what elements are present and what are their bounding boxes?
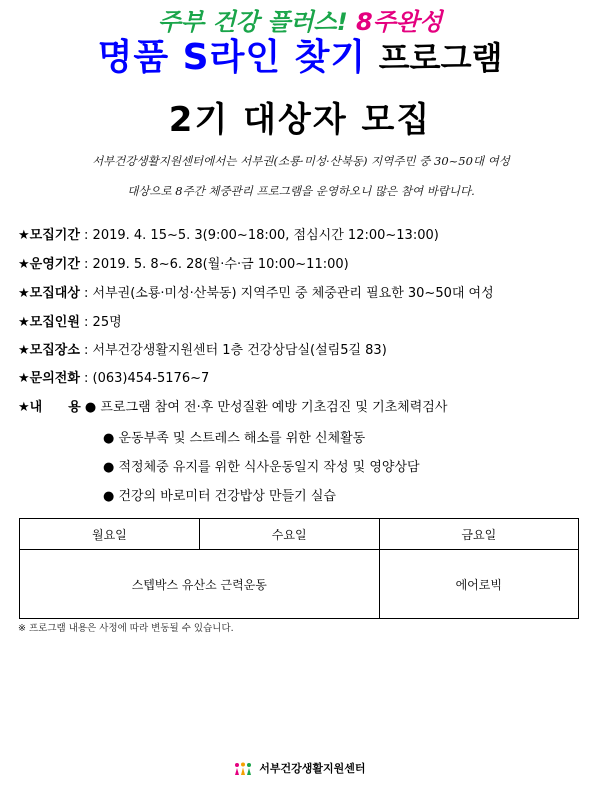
content-item: 프로그램 참여 전·후 만성질환 예방 기초검진 및 기초체력검사	[100, 400, 448, 415]
info-period: ★모집기간 : 2019. 4. 15~5. 3(9:00~18:00, 점심시간 12:00~13:00)	[18, 228, 439, 243]
content-item-row	[103, 485, 336, 504]
intro-line-1: 서부건강생활지원센터에서는 서부권(소룡·미성·산북동) 지역주민 중 30~50대 여성	[92, 154, 510, 168]
info-value: 서부권(소룡·미성·산북동) 지역주민 중 체중관리 필요한 30~50대 여성	[92, 286, 494, 301]
content-label: ★내 용	[18, 400, 81, 415]
content-item-row	[103, 456, 420, 475]
header-wednesday: 수요일	[199, 519, 379, 550]
info-value: (063)454-5176~7	[92, 371, 210, 386]
bullet-icon: ●	[103, 460, 115, 475]
info-value: 25명	[92, 315, 122, 330]
title-black: 프로그램	[378, 39, 503, 77]
info-label: ★모집인원	[18, 315, 80, 330]
cell-friday: 에어로빅	[379, 550, 578, 619]
note-text: ※ 프로그램 내용은 사정에 따라 변동될 수 있습니다.	[18, 623, 234, 634]
bullet-icon: ●	[103, 431, 115, 446]
info-count: ★모집인원 : 25명	[18, 315, 122, 330]
slogan	[0, 2, 600, 37]
info-value: 2019. 5. 8~6. 28(월·수·금 10:00~11:00)	[92, 257, 349, 272]
content-section	[18, 398, 593, 418]
info-place: ★모집장소 : 서부건강생활지원센터 1층 건강상담실(설림5길 83)	[18, 343, 387, 358]
main-title	[0, 36, 600, 80]
info-target: ★모집대상 : 서부권(소룡·미성·산북동) 지역주민 중 체중관리 필요한 30~50대 여성	[18, 286, 494, 301]
info-label: ★모집기간	[18, 228, 80, 243]
slogan-pink: 8주완성	[356, 8, 443, 36]
footer-org: 서부건강생활지원센터	[259, 762, 366, 775]
footer	[0, 760, 600, 776]
schedule-table	[19, 518, 579, 619]
info-phone: ★문의전화 : (063)454-5176~7	[18, 371, 210, 386]
info-operation: ★운영기간 : 2019. 5. 8~6. 28(월·수·금 10:00~11:00)	[18, 257, 349, 272]
slogan-green: 주부 건강 플러스!	[157, 8, 348, 36]
header-friday: 금요일	[379, 519, 578, 550]
intro-text	[18, 146, 584, 206]
cell-mon-wed: 스텝박스 유산소 근력운동	[20, 550, 380, 619]
info-value: 2019. 4. 15~5. 3(9:00~18:00, 점심시간 12:00~13:00)	[92, 228, 439, 243]
schedule-body-row	[20, 550, 579, 619]
title-blue: 명품 S라인 찾기	[97, 37, 367, 78]
intro-line-2: 대상으로 8주간 체중관리 프로그램을 운영하오니 많은 참여 바랍니다.	[127, 184, 475, 198]
content-item: 적정체중 유지를 위한 식사운동일지 작성 및 영양상담	[118, 460, 420, 475]
content-item: 운동부족 및 스트레스 해소를 위한 신체활동	[118, 431, 366, 446]
content-item: 건강의 바로미터 건강밥상 만들기 실습	[118, 489, 336, 504]
info-label: ★모집장소	[18, 343, 80, 358]
info-label: ★문의전화	[18, 371, 80, 386]
bullet-icon: ●	[84, 400, 97, 415]
header-monday: 월요일	[20, 519, 200, 550]
schedule-header-row	[20, 519, 579, 550]
info-label: ★운영기간	[18, 257, 80, 272]
info-value: 서부건강생활지원센터 1층 건강상담실(설림5길 83)	[92, 343, 387, 358]
people-logo-icon	[234, 762, 252, 776]
bullet-icon: ●	[103, 489, 115, 504]
subtitle: 2기 대상자 모집	[168, 100, 432, 140]
content-item-row	[103, 427, 365, 446]
info-label: ★모집대상	[18, 286, 80, 301]
